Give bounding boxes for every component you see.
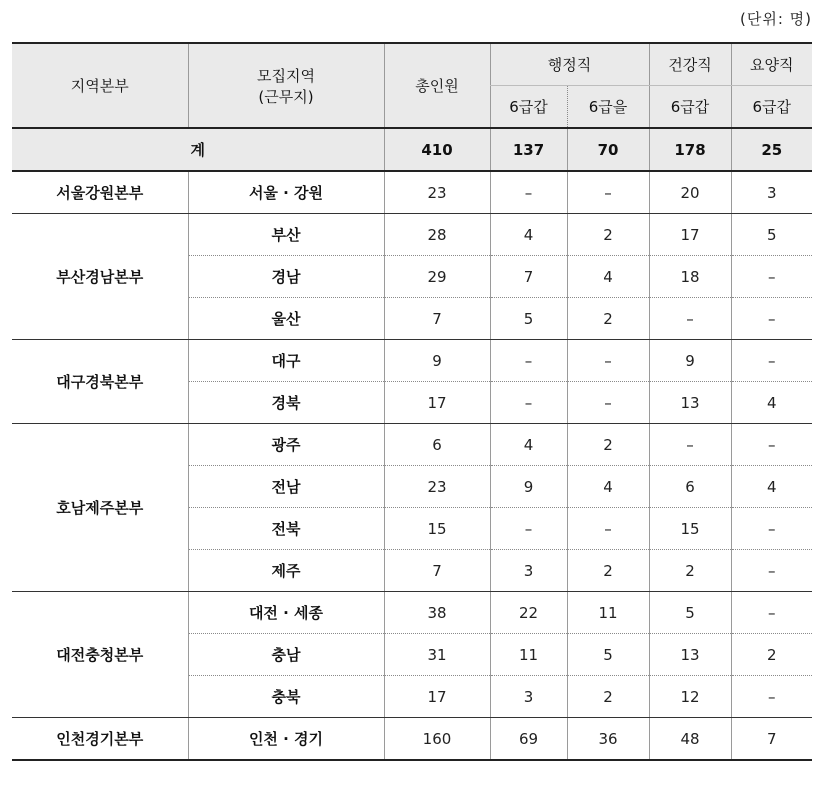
admin-6b-cell: 4 xyxy=(567,256,649,298)
admin-6a-cell: – xyxy=(490,508,567,550)
hq-cell: 부산경남본부 xyxy=(12,214,188,340)
total-cell: 7 xyxy=(384,550,490,592)
total-admin-6b: 70 xyxy=(567,128,649,171)
care-6a-cell: 3 xyxy=(731,171,812,214)
header-admin-6a: 6급갑 xyxy=(490,86,567,129)
care-6a-cell: – xyxy=(731,508,812,550)
care-6a-cell: – xyxy=(731,424,812,466)
health-6a-cell: – xyxy=(649,424,731,466)
health-6a-cell: – xyxy=(649,298,731,340)
admin-6a-cell: 7 xyxy=(490,256,567,298)
table-row xyxy=(12,424,812,466)
admin-6b-cell: 4 xyxy=(567,466,649,508)
health-6a-cell: 12 xyxy=(649,676,731,718)
area-cell: 경북 xyxy=(188,382,384,424)
table-row xyxy=(12,171,812,214)
care-6a-cell: 4 xyxy=(731,466,812,508)
health-6a-cell: 48 xyxy=(649,718,731,761)
total-cell: 7 xyxy=(384,298,490,340)
hq-cell: 호남제주본부 xyxy=(12,424,188,592)
admin-6b-cell: – xyxy=(567,171,649,214)
care-6a-cell: 4 xyxy=(731,382,812,424)
admin-6a-cell: 22 xyxy=(490,592,567,634)
area-cell: 서울 · 강원 xyxy=(188,171,384,214)
total-label: 계 xyxy=(12,128,384,171)
health-6a-cell: 20 xyxy=(649,171,731,214)
total-cell: 9 xyxy=(384,340,490,382)
health-6a-cell: 6 xyxy=(649,466,731,508)
header-hq: 지역본부 xyxy=(12,43,188,128)
table-row xyxy=(12,592,812,634)
area-cell: 울산 xyxy=(188,298,384,340)
total-cell: 17 xyxy=(384,382,490,424)
hq-cell: 대구경북본부 xyxy=(12,340,188,424)
header-area xyxy=(188,43,384,128)
table-body xyxy=(12,128,812,760)
total-cell: 23 xyxy=(384,466,490,508)
header-area-line2: (근무지) xyxy=(258,87,314,106)
header-admin-6b: 6급을 xyxy=(567,86,649,129)
admin-6b-cell: 5 xyxy=(567,634,649,676)
area-cell: 광주 xyxy=(188,424,384,466)
admin-6a-cell: 9 xyxy=(490,466,567,508)
hq-cell: 대전충청본부 xyxy=(12,592,188,718)
admin-6a-cell: 69 xyxy=(490,718,567,761)
admin-6b-cell: 2 xyxy=(567,550,649,592)
admin-6a-cell: – xyxy=(490,340,567,382)
area-cell: 인천 · 경기 xyxy=(188,718,384,761)
header-health-6a: 6급갑 xyxy=(649,86,731,129)
health-6a-cell: 18 xyxy=(649,256,731,298)
table-row xyxy=(12,340,812,382)
care-6a-cell: – xyxy=(731,550,812,592)
care-6a-cell: – xyxy=(731,340,812,382)
recruitment-table xyxy=(12,42,812,761)
header-admin: 행정직 xyxy=(490,43,649,86)
total-admin-6a: 137 xyxy=(490,128,567,171)
hq-cell: 서울강원본부 xyxy=(12,171,188,214)
admin-6b-cell: 2 xyxy=(567,424,649,466)
total-cell: 31 xyxy=(384,634,490,676)
health-6a-cell: 9 xyxy=(649,340,731,382)
total-cell: 29 xyxy=(384,256,490,298)
care-6a-cell: – xyxy=(731,256,812,298)
header-health: 건강직 xyxy=(649,43,731,86)
total-cell: 17 xyxy=(384,676,490,718)
total-care-6a: 25 xyxy=(731,128,812,171)
health-6a-cell: 2 xyxy=(649,550,731,592)
total-row xyxy=(12,128,812,171)
hq-cell: 인천경기본부 xyxy=(12,718,188,761)
table-row xyxy=(12,214,812,256)
care-6a-cell: 2 xyxy=(731,634,812,676)
admin-6a-cell: – xyxy=(490,382,567,424)
admin-6b-cell: 36 xyxy=(567,718,649,761)
total-cell: 6 xyxy=(384,424,490,466)
area-cell: 전남 xyxy=(188,466,384,508)
total-cell: 38 xyxy=(384,592,490,634)
admin-6a-cell: 4 xyxy=(490,214,567,256)
care-6a-cell: 7 xyxy=(731,718,812,761)
care-6a-cell: – xyxy=(731,298,812,340)
area-cell: 부산 xyxy=(188,214,384,256)
care-6a-cell: – xyxy=(731,676,812,718)
admin-6a-cell: 4 xyxy=(490,424,567,466)
area-cell: 대구 xyxy=(188,340,384,382)
admin-6b-cell: – xyxy=(567,382,649,424)
admin-6b-cell: – xyxy=(567,508,649,550)
admin-6a-cell: – xyxy=(490,171,567,214)
admin-6b-cell: 2 xyxy=(567,214,649,256)
area-cell: 충남 xyxy=(188,634,384,676)
admin-6b-cell: – xyxy=(567,340,649,382)
admin-6b-cell: 11 xyxy=(567,592,649,634)
unit-note: (단위: 명) xyxy=(740,10,812,28)
admin-6a-cell: 5 xyxy=(490,298,567,340)
admin-6b-cell: 2 xyxy=(567,676,649,718)
admin-6b-cell: 2 xyxy=(567,298,649,340)
header-total: 총인원 xyxy=(384,43,490,128)
health-6a-cell: 13 xyxy=(649,382,731,424)
area-cell: 제주 xyxy=(188,550,384,592)
admin-6a-cell: 3 xyxy=(490,676,567,718)
area-cell: 전북 xyxy=(188,508,384,550)
header-area-line1: 모집지역 xyxy=(257,66,315,85)
total-cell: 23 xyxy=(384,171,490,214)
care-6a-cell: 5 xyxy=(731,214,812,256)
health-6a-cell: 15 xyxy=(649,508,731,550)
total-cell: 28 xyxy=(384,214,490,256)
care-6a-cell: – xyxy=(731,592,812,634)
header-care: 요양직 xyxy=(731,43,812,86)
area-cell: 대전 · 세종 xyxy=(188,592,384,634)
area-cell: 경남 xyxy=(188,256,384,298)
total-health-6a: 178 xyxy=(649,128,731,171)
admin-6a-cell: 3 xyxy=(490,550,567,592)
total-cell: 15 xyxy=(384,508,490,550)
table-row xyxy=(12,718,812,761)
health-6a-cell: 17 xyxy=(649,214,731,256)
total-cell: 410 xyxy=(384,128,490,171)
admin-6a-cell: 11 xyxy=(490,634,567,676)
header-care-6a: 6급갑 xyxy=(731,86,812,129)
total-cell: 160 xyxy=(384,718,490,761)
area-cell: 충북 xyxy=(188,676,384,718)
table-header xyxy=(12,43,812,128)
health-6a-cell: 5 xyxy=(649,592,731,634)
health-6a-cell: 13 xyxy=(649,634,731,676)
